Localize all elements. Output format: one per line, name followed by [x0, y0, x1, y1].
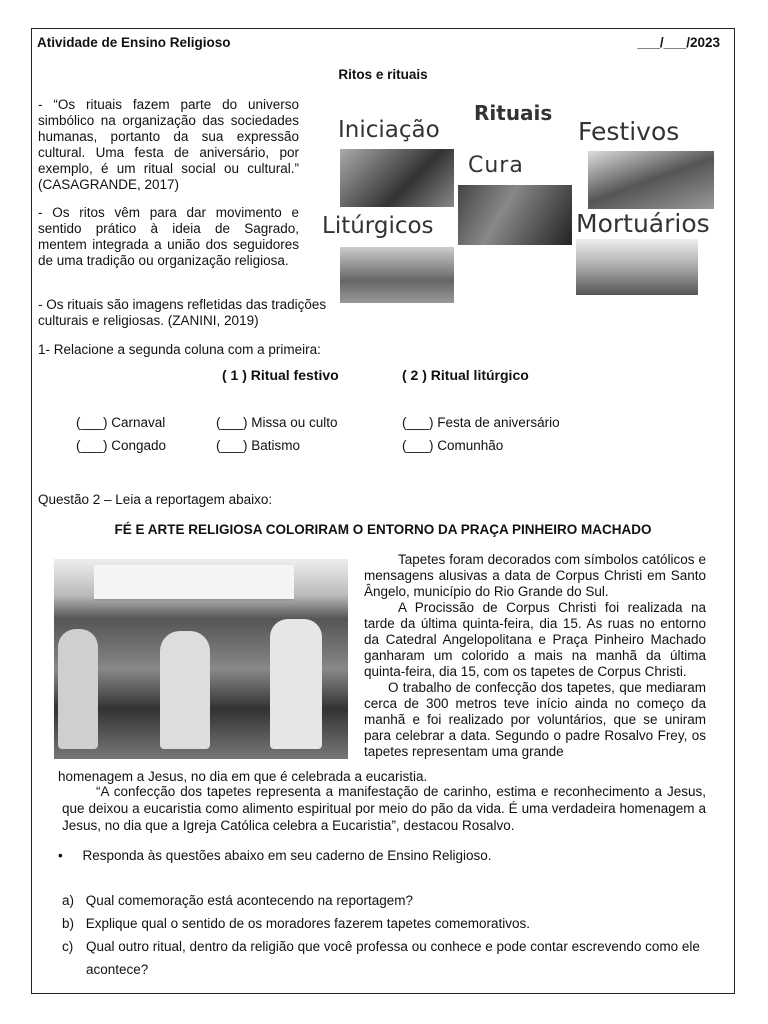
question-c-label: c) — [62, 939, 74, 954]
column-liturgico: ( 2 ) Ritual litúrgico — [402, 367, 529, 383]
intro-paragraph-3: - Os rituais são imagens refletidas das tradições culturais e religiosas. (ZANINI, 2019) — [38, 297, 327, 328]
question-a — [62, 889, 413, 912]
option-batismo: (___) Batismo — [216, 438, 301, 453]
priest-figure — [160, 631, 210, 749]
question-1-prompt: 1- Relacione a segunda coluna com a primeira: — [38, 342, 321, 357]
label-festivos: Festivos — [578, 117, 680, 146]
photo-iniciacao — [340, 149, 454, 207]
news-quote-text: “A confecção dos tapetes representa a manifestação de carinho, estima e reconhecimento a Jesus, que deixou a eucaristia como alimento espiritual por meio do pão da vida. É uma verdadeira homenagem a Jesus, no dia que a Igreja Católica celebra a Eucaristia”, destacou Rosalvo. — [62, 784, 706, 833]
photo-cura — [458, 185, 572, 245]
instruction-bullet — [58, 848, 492, 863]
procession-photo — [54, 559, 348, 759]
option-comunhao: (___) Comunhão — [402, 438, 504, 453]
option-festa-aniversario: (___) Festa de aniversário — [402, 415, 560, 430]
date-field: ___/___/2023 — [637, 35, 720, 50]
rituals-collage — [320, 99, 725, 334]
question-2-prompt: Questão 2 – Leia a reportagem abaixo: — [38, 492, 273, 507]
question-a-text: Qual comemoração está acontecendo na reportagem? — [85, 893, 413, 908]
intro-paragraph-2: - Os ritos vêm para dar movimento e sentido prático à ideia de Sagrado, mentem integrada a união dos seguidores de uma tradição ou organização religiosa. — [38, 205, 299, 268]
news-paragraph-1: Tapetes foram decorados com símbolos católicos e mensagens alusivas a data de Corpus Christi em Santo Ângelo, município do Rio Grande do Sul. — [364, 552, 706, 599]
news-headline: FÉ E ARTE RELIGIOSA COLORIRAM O ENTORNO DA PRAÇA PINHEIRO MACHADO — [114, 522, 652, 537]
activity-title: Atividade de Ensino Religioso — [37, 35, 231, 50]
label-iniciacao: Iniciação — [338, 117, 440, 143]
news-paragraph-2: A Procissão de Corpus Christi foi realizada na tarde da última quinta-feira, dia 15. As ruas no entorno da Catedral Angelopolitana e Praça Pinheiro Machado ganharam um colorido a mais na manhã da última quinta-feira, dia 15, com os tapetes de Corpus Christi. — [364, 600, 706, 679]
instruction-text: Responda às questões abaixo em seu caderno de Ensino Religioso. — [82, 848, 492, 863]
worksheet-page — [31, 28, 735, 994]
canopy-shape — [94, 565, 294, 601]
page-title: Ritos e rituais — [338, 67, 428, 82]
label-liturgicos: Litúrgicos — [322, 213, 434, 239]
question-c-text: Qual outro ritual, dentro da religião que você professa ou conhece e pode contar escrevendo como ele acontece? — [86, 939, 700, 977]
question-b — [62, 912, 530, 935]
news-paragraph-3: O trabalho de confecção dos tapetes, que mediaram cerca de 300 metros teve início ainda no começo da manhã e foi realizado por voluntários, que se uniram para celebrar a data. Segundo o padre Rosalvo Frey, os tapetes representam uma grande — [364, 680, 706, 759]
question-b-text: Explique qual o sentido de os moradores fazerem tapetes comemorativos. — [85, 916, 531, 931]
label-mortuarios: Mortuários — [576, 209, 710, 238]
news-body — [364, 552, 706, 760]
question-a-label: a) — [62, 893, 75, 908]
option-missa: (___) Missa ou culto — [216, 415, 338, 430]
photo-mortuarios — [576, 239, 698, 295]
person-figure — [58, 629, 98, 749]
news-quote — [62, 783, 706, 834]
option-carnaval: (___) Carnaval — [76, 415, 166, 430]
option-congado: (___) Congado — [76, 438, 167, 453]
intro-paragraph-1: - “Os rituais fazem parte do universo simbólico na organização das sociedades humanas, portanto da sua expressão cultural. Uma festa de aniversário, por exemplo, é um ritual social ou cultural.” (CASAGRANDE, 2017) — [38, 97, 299, 192]
label-cura: Cura — [468, 153, 524, 178]
bullet-dot: • — [58, 848, 63, 863]
photo-festivos — [588, 151, 714, 209]
question-b-label: b) — [62, 916, 75, 931]
collage-title: Rituais — [474, 101, 553, 125]
news-paragraph-3-end: homenagem a Jesus, no dia em que é celebrada a eucaristia. — [58, 769, 428, 784]
column-festivo: ( 1 ) Ritual festivo — [222, 367, 339, 383]
person-figure — [270, 619, 322, 749]
question-c — [62, 935, 712, 981]
photo-liturgicos — [340, 247, 454, 303]
